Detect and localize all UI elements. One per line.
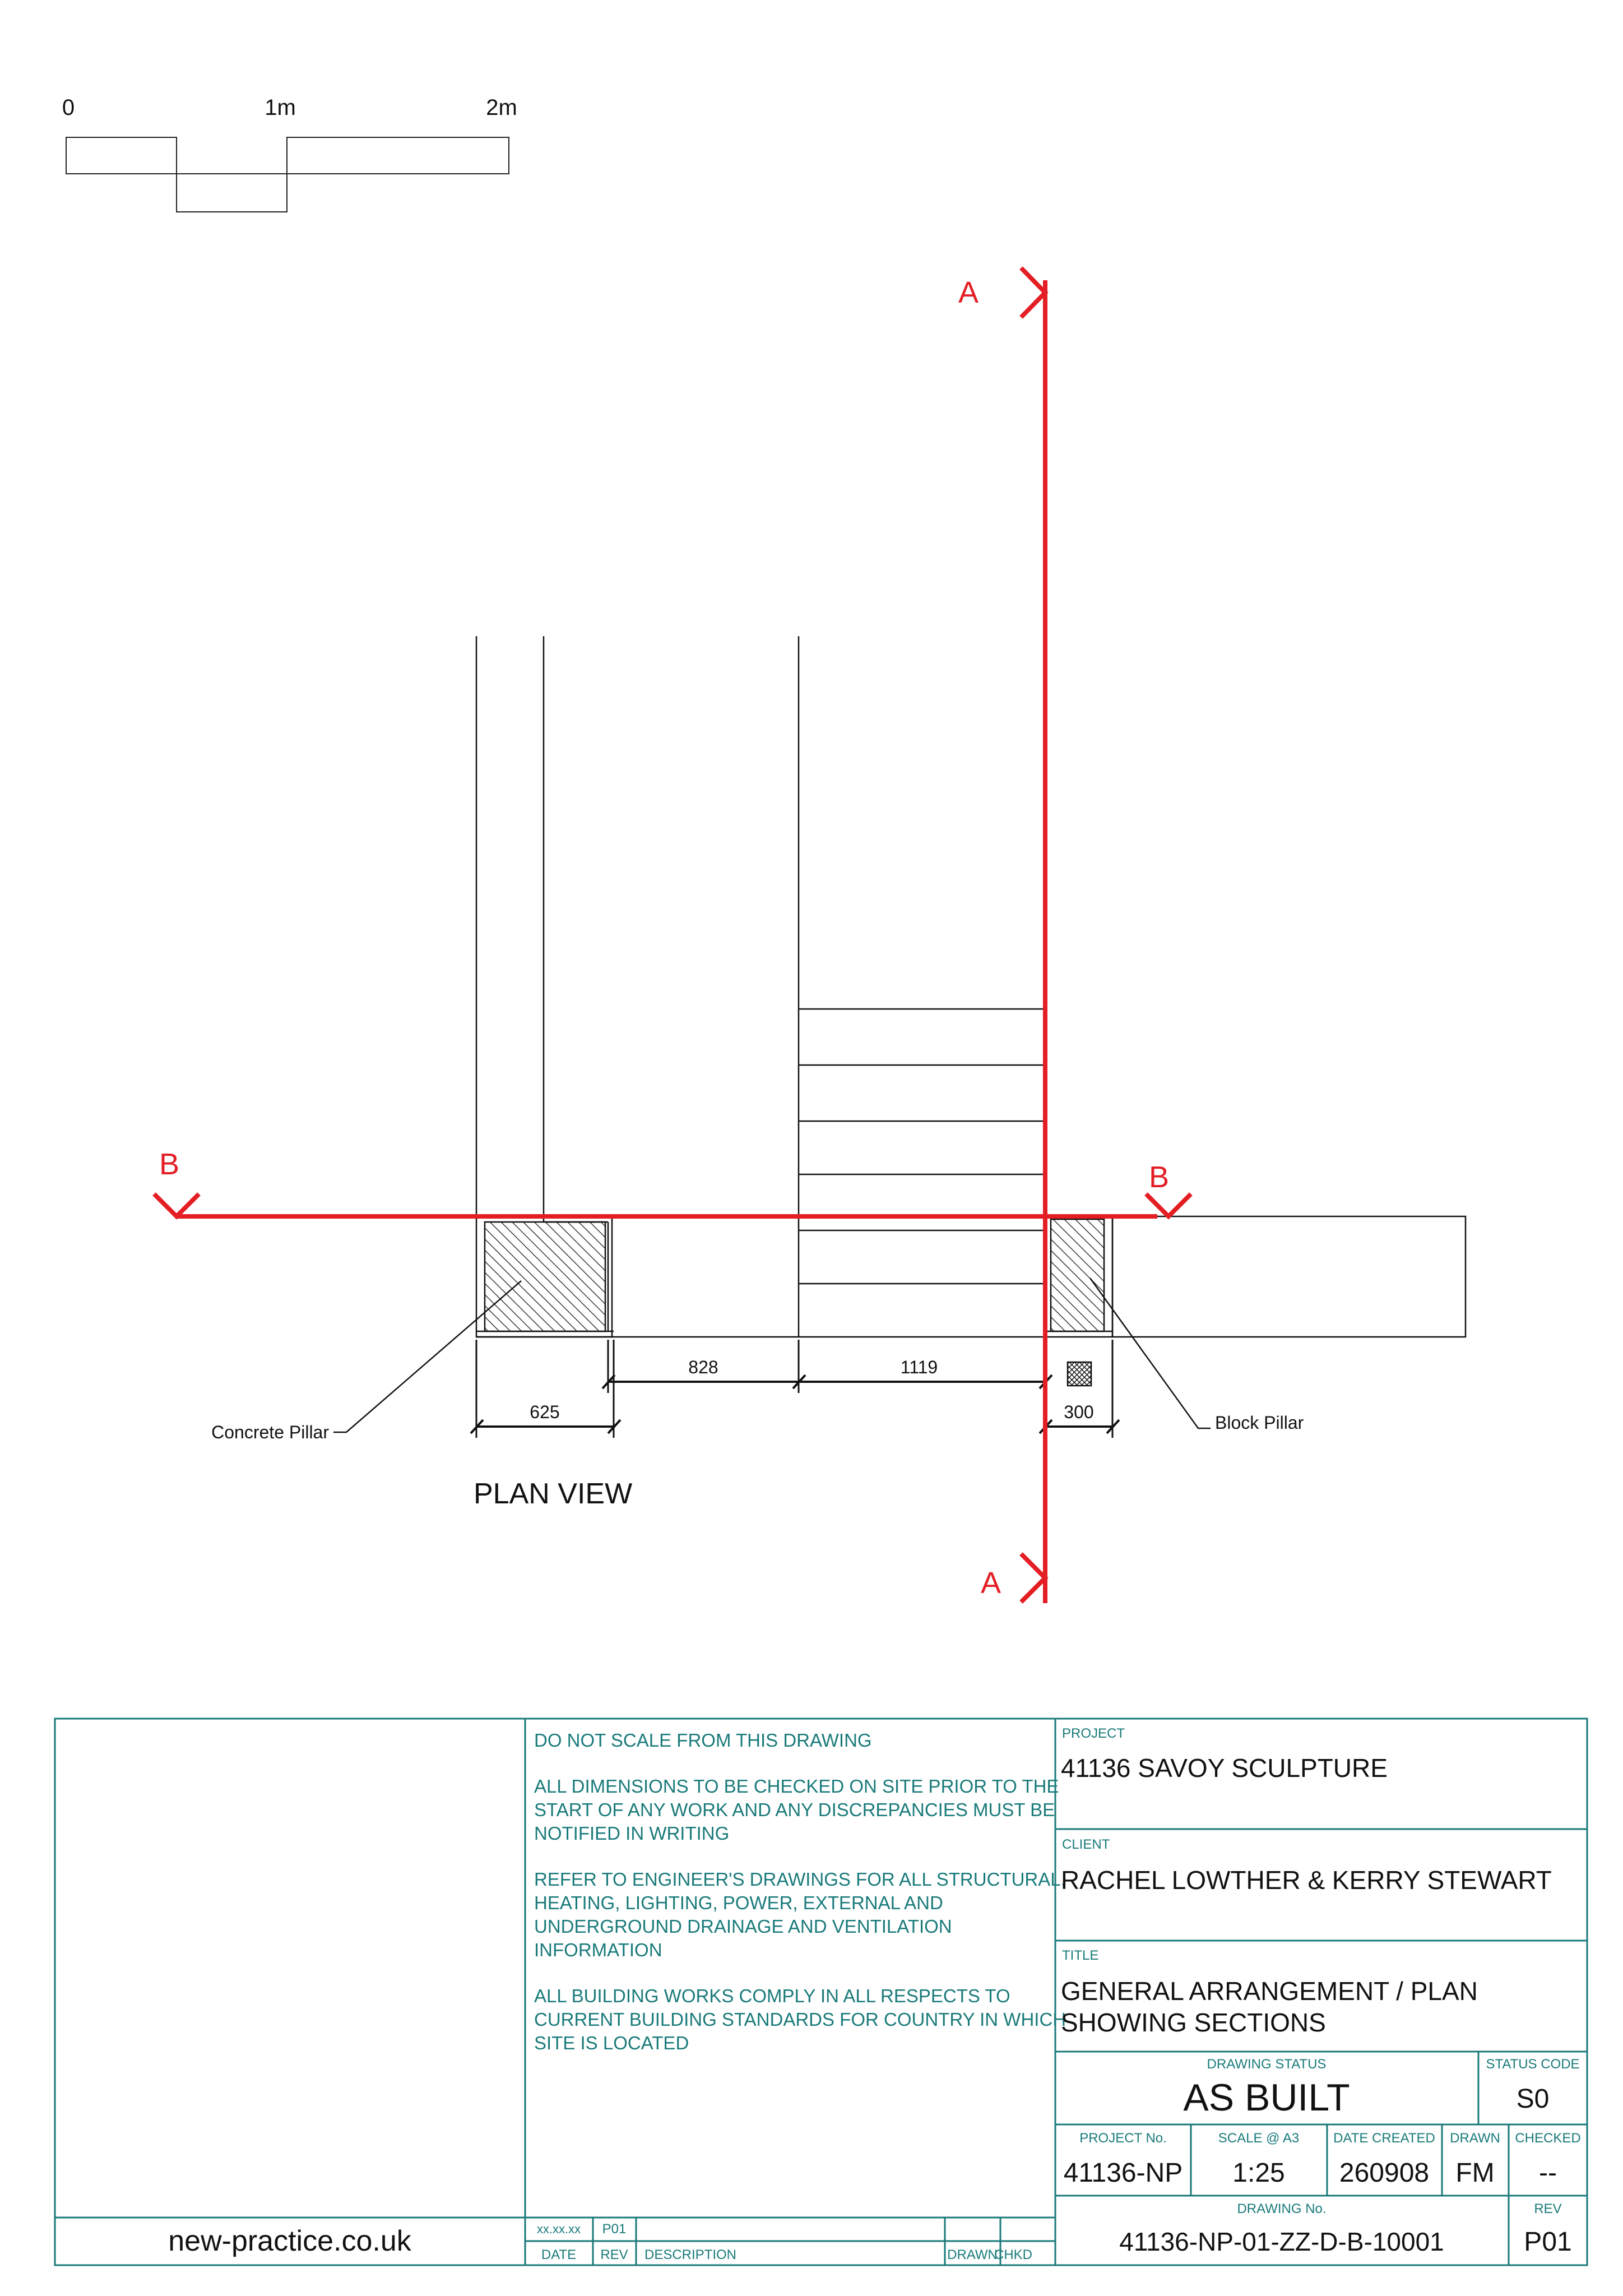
revision-date: xx.xx.xx (536, 2222, 581, 2236)
checked-value: -- (1539, 2158, 1557, 2188)
view-title: PLAN VIEW (474, 1478, 633, 1510)
concrete-pillar-label: Concrete Pillar (211, 1422, 329, 1442)
project-value: 41136 SAVOY SCULPTURE (1061, 1753, 1388, 1783)
note-line: ALL DIMENSIONS TO BE CHECKED ON SITE PRIOR TO THE (534, 1776, 1059, 1797)
dimension-300: 300 (1064, 1402, 1094, 1422)
project-no-value: 41136-NP (1063, 2158, 1183, 2188)
note-line: INFORMATION (534, 1939, 662, 1960)
block-pillar-label: Block Pillar (1215, 1413, 1304, 1433)
drawing-no-label: DRAWING No. (1237, 2201, 1327, 2216)
note-line: CURRENT BUILDING STANDARDS FOR COUNTRY IN WHICH (534, 2009, 1066, 2030)
project-no-label: PROJECT No. (1079, 2131, 1167, 2146)
note-line: REFER TO ENGINEER'S DRAWINGS FOR ALL STRUCTURAL, (534, 1869, 1066, 1890)
rev-value: P01 (1524, 2227, 1572, 2257)
scale-bar (62, 95, 517, 212)
concrete-pillar-hatch (485, 1222, 605, 1331)
project-label: PROJECT (1062, 1726, 1125, 1741)
date-created-label: DATE CREATED (1333, 2131, 1435, 2146)
rev-label: REV (1534, 2201, 1562, 2216)
section-line-b (154, 1194, 1191, 1216)
scale-label-1m: 1m (265, 95, 296, 120)
title-line-1: GENERAL ARRANGEMENT / PLAN (1061, 1976, 1478, 2006)
note-line: UNDERGROUND DRAINAGE AND VENTILATION (534, 1916, 952, 1937)
dimension-1119: 1119 (900, 1357, 938, 1377)
scale-label: SCALE @ A3 (1218, 2131, 1300, 2146)
title-label: TITLE (1062, 1948, 1099, 1963)
section-a-top-label: A (958, 276, 979, 309)
note-line: ALL BUILDING WORKS COMPLY IN ALL RESPECTS TO (534, 1985, 1010, 2006)
drawing-status-value: AS BUILT (1183, 2076, 1350, 2119)
revision-header-date: DATE (541, 2247, 577, 2262)
status-code-label: STATUS CODE (1486, 2057, 1580, 2072)
revision-header-description: DESCRIPTION (644, 2247, 737, 2262)
note-line: HEATING, LIGHTING, POWER, EXTERNAL AND (534, 1892, 943, 1913)
drawn-value: FM (1455, 2158, 1495, 2188)
plan-view-drawing (476, 636, 1466, 1386)
note-line: START OF ANY WORK AND ANY DISCREPANCIES MUST BE (534, 1799, 1055, 1820)
section-b-left-label: B (159, 1147, 180, 1181)
revision-header-rev: REV (600, 2247, 628, 2262)
client-label: CLIENT (1062, 1837, 1110, 1852)
drawn-label: DRAWN (1450, 2131, 1500, 2146)
note-line: NOTIFIED IN WRITING (534, 1823, 730, 1844)
post-symbol (1068, 1362, 1091, 1386)
section-a-bottom-label: A (980, 1566, 1001, 1600)
general-notes (534, 1730, 1066, 2053)
drawing-no-value: 41136-NP-01-ZZ-D-B-10001 (1119, 2227, 1444, 2256)
note-line: SITE IS LOCATED (534, 2033, 689, 2053)
revision-header-chkd: CHKD (994, 2247, 1033, 2262)
section-line-a (1021, 268, 1045, 1603)
scale-label-0: 0 (62, 95, 75, 120)
note-line: DO NOT SCALE FROM THIS DRAWING (534, 1730, 872, 1751)
section-b-right-label: B (1148, 1160, 1170, 1194)
client-value: RACHEL LOWTHER & KERRY STEWART (1061, 1866, 1552, 1895)
dimensions (471, 1340, 1119, 1438)
revision-rev: P01 (602, 2221, 627, 2237)
drawing-status-label: DRAWING STATUS (1207, 2057, 1327, 2072)
checked-label: CHECKED (1515, 2131, 1581, 2146)
scale-value: 1:25 (1232, 2158, 1285, 2188)
title-line-2: SHOWING SECTIONS (1061, 2008, 1326, 2037)
date-created-value: 260908 (1339, 2158, 1430, 2188)
revision-header-drawn: DRAWN (947, 2247, 998, 2262)
dimension-625: 625 (530, 1402, 560, 1422)
dimension-828: 828 (688, 1357, 718, 1377)
status-code-value: S0 (1516, 2084, 1550, 2114)
website-link[interactable]: new-practice.co.uk (168, 2225, 411, 2257)
block-pillar-hatch (1051, 1219, 1104, 1331)
scale-label-2m: 2m (486, 95, 517, 120)
